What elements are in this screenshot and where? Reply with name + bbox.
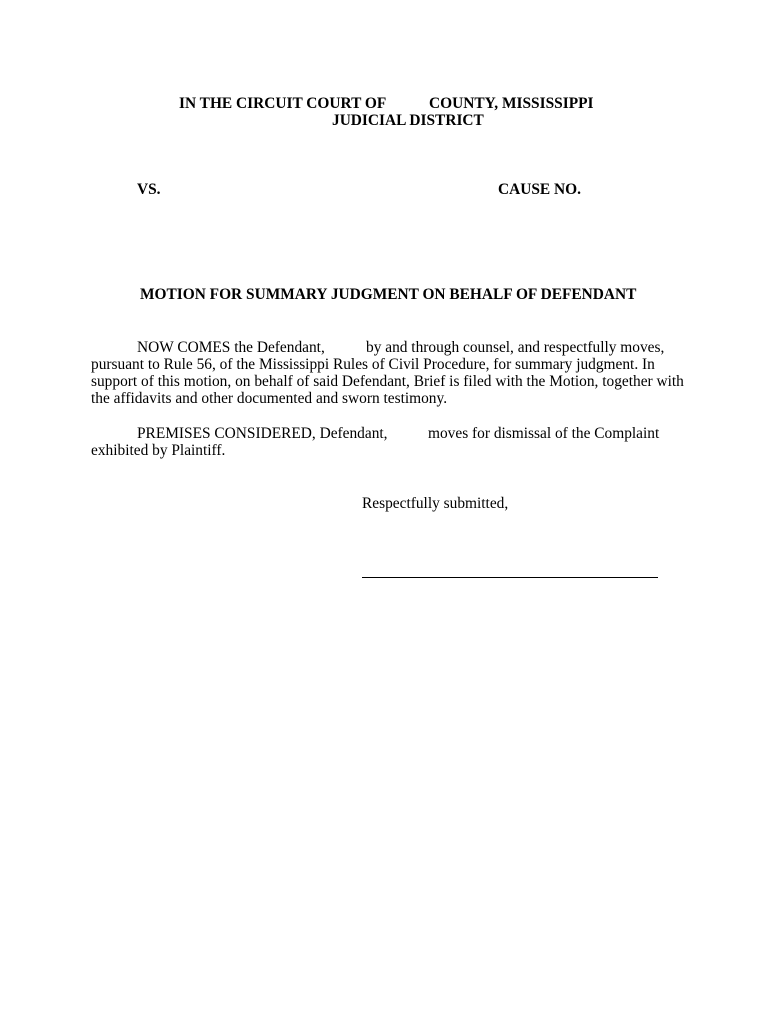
versus-label: VS. [137,181,161,198]
paragraph2-line1-right: moves for dismissal of the Complaint [428,425,660,442]
motion-title: MOTION FOR SUMMARY JUDGMENT ON BEHALF OF DEFENDANT [140,286,637,303]
signature-line [362,577,658,578]
court-heading-right: COUNTY, MISSISSIPPI [429,95,594,112]
paragraph1-line1-left: NOW COMES the Defendant, [137,339,325,356]
court-heading-left: IN THE CIRCUIT COURT OF [179,95,387,112]
cause-number-label: CAUSE NO. [498,181,581,198]
paragraph1-line4: the affidavits and other documented and sworn testimony. [91,390,448,407]
paragraph1-line1-right: by and through counsel, and respectfully moves, [366,339,665,356]
judicial-district: JUDICIAL DISTRICT [332,112,484,129]
paragraph1-line2: pursuant to Rule 56, of the Mississippi Rules of Civil Procedure, for summary judgment. In [91,356,655,373]
paragraph2-line2: exhibited by Plaintiff. [91,442,226,459]
paragraph2-line1-left: PREMISES CONSIDERED, Defendant, [137,425,388,442]
paragraph1-line3: support of this motion, on behalf of said Defendant, Brief is filed with the Motion, together with [91,373,684,390]
closing-text: Respectfully submitted, [362,495,509,512]
